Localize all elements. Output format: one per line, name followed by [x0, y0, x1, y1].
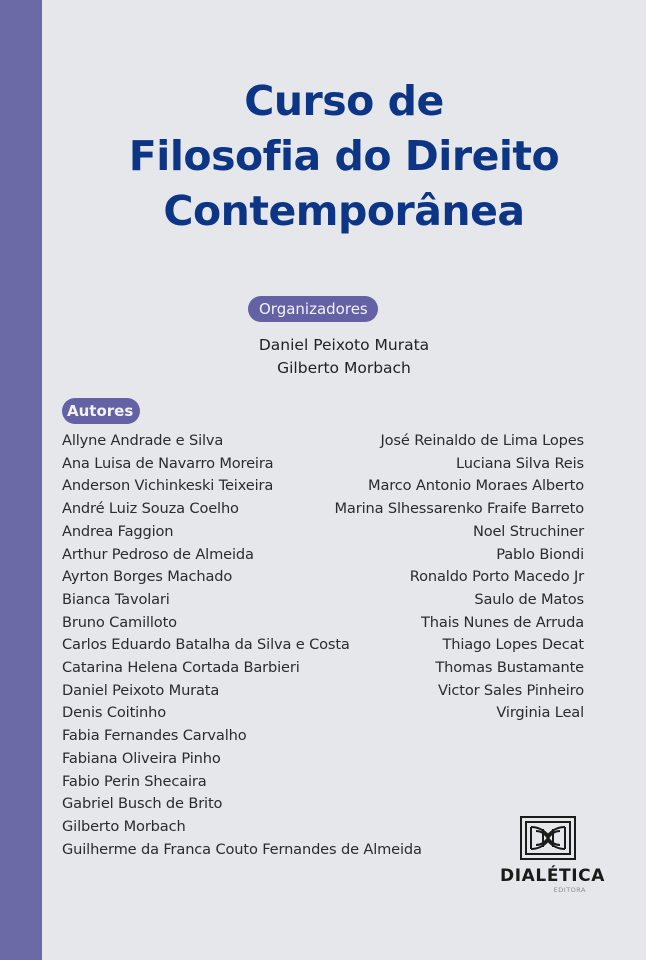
author-name: Pablo Biondi: [496, 545, 584, 563]
author-name: Fabia Fernandes Carvalho: [62, 727, 247, 745]
title-line-2: Filosofia do Direito: [128, 132, 560, 180]
author-name: Gilberto Morbach: [62, 817, 186, 835]
author-name: Guilherme da Franca Couto Fernandes de Almeida: [62, 840, 422, 858]
author-name: Fabiana Oliveira Pinho: [62, 749, 221, 767]
author-name: Bruno Camilloto: [62, 613, 177, 631]
author-name: Fabio Perin Shecaira: [62, 772, 207, 790]
organizers-list: [42, 334, 646, 380]
author-name: Arthur Pedroso de Almeida: [62, 545, 254, 563]
title-line-1: Curso de: [244, 77, 444, 125]
authors-list-right: [334, 430, 584, 725]
cover-spine-stripe: [0, 0, 42, 960]
author-name: Virginia Leal: [496, 704, 584, 722]
author-name: José Reinaldo de Lima Lopes: [380, 432, 584, 449]
author-name: Anderson Vichinkeski Teixeira: [62, 477, 274, 495]
publisher-logo: [500, 815, 605, 894]
author-name: Denis Coitinho: [62, 704, 167, 722]
authors-label: Autores: [62, 398, 140, 424]
organizers-label: Organizadores: [248, 296, 378, 322]
author-name: Thais Nunes de Arruda: [421, 613, 584, 631]
author-name: Gabriel Busch de Brito: [62, 795, 223, 813]
author-name: Ana Luisa de Navarro Moreira: [62, 454, 274, 472]
author-name: Noel Struchiner: [472, 522, 584, 540]
organizer-name: Gilberto Morbach: [277, 359, 411, 377]
author-name: Victor Sales Pinheiro: [437, 681, 584, 699]
author-name: Daniel Peixoto Murata: [62, 681, 220, 699]
author-name: Marco Antonio Moraes Alberto: [368, 477, 584, 495]
author-name: Ronaldo Porto Macedo Jr: [409, 568, 584, 586]
author-name: Luciana Silva Reis: [456, 454, 584, 472]
author-name: Andrea Faggion: [62, 522, 174, 540]
author-name: Saulo de Matos: [474, 590, 584, 608]
publisher-name: DIALÉTICA: [500, 866, 605, 886]
author-name: Bianca Tavolari: [62, 590, 170, 608]
book-title: [42, 74, 646, 239]
author-name: Marina Slhessarenko Fraife Barreto: [334, 500, 584, 518]
title-line-3: Contemporânea: [163, 187, 525, 235]
organizer-name: Daniel Peixoto Murata: [258, 336, 430, 354]
author-name: Thiago Lopes Decat: [442, 636, 584, 654]
author-name: Carlos Eduardo Batalha da Silva e Costa: [62, 636, 350, 654]
author-name: Allyne Andrade e Silva: [62, 432, 224, 449]
author-name: André Luiz Souza Coelho: [62, 500, 239, 518]
author-name: Catarina Helena Cortada Barbieri: [62, 659, 300, 677]
author-name: Thomas Bustamante: [435, 659, 584, 677]
publisher-subtitle: EDITORA: [553, 886, 586, 894]
author-name: Ayrton Borges Machado: [62, 568, 233, 586]
book-logo-icon: [519, 815, 577, 861]
